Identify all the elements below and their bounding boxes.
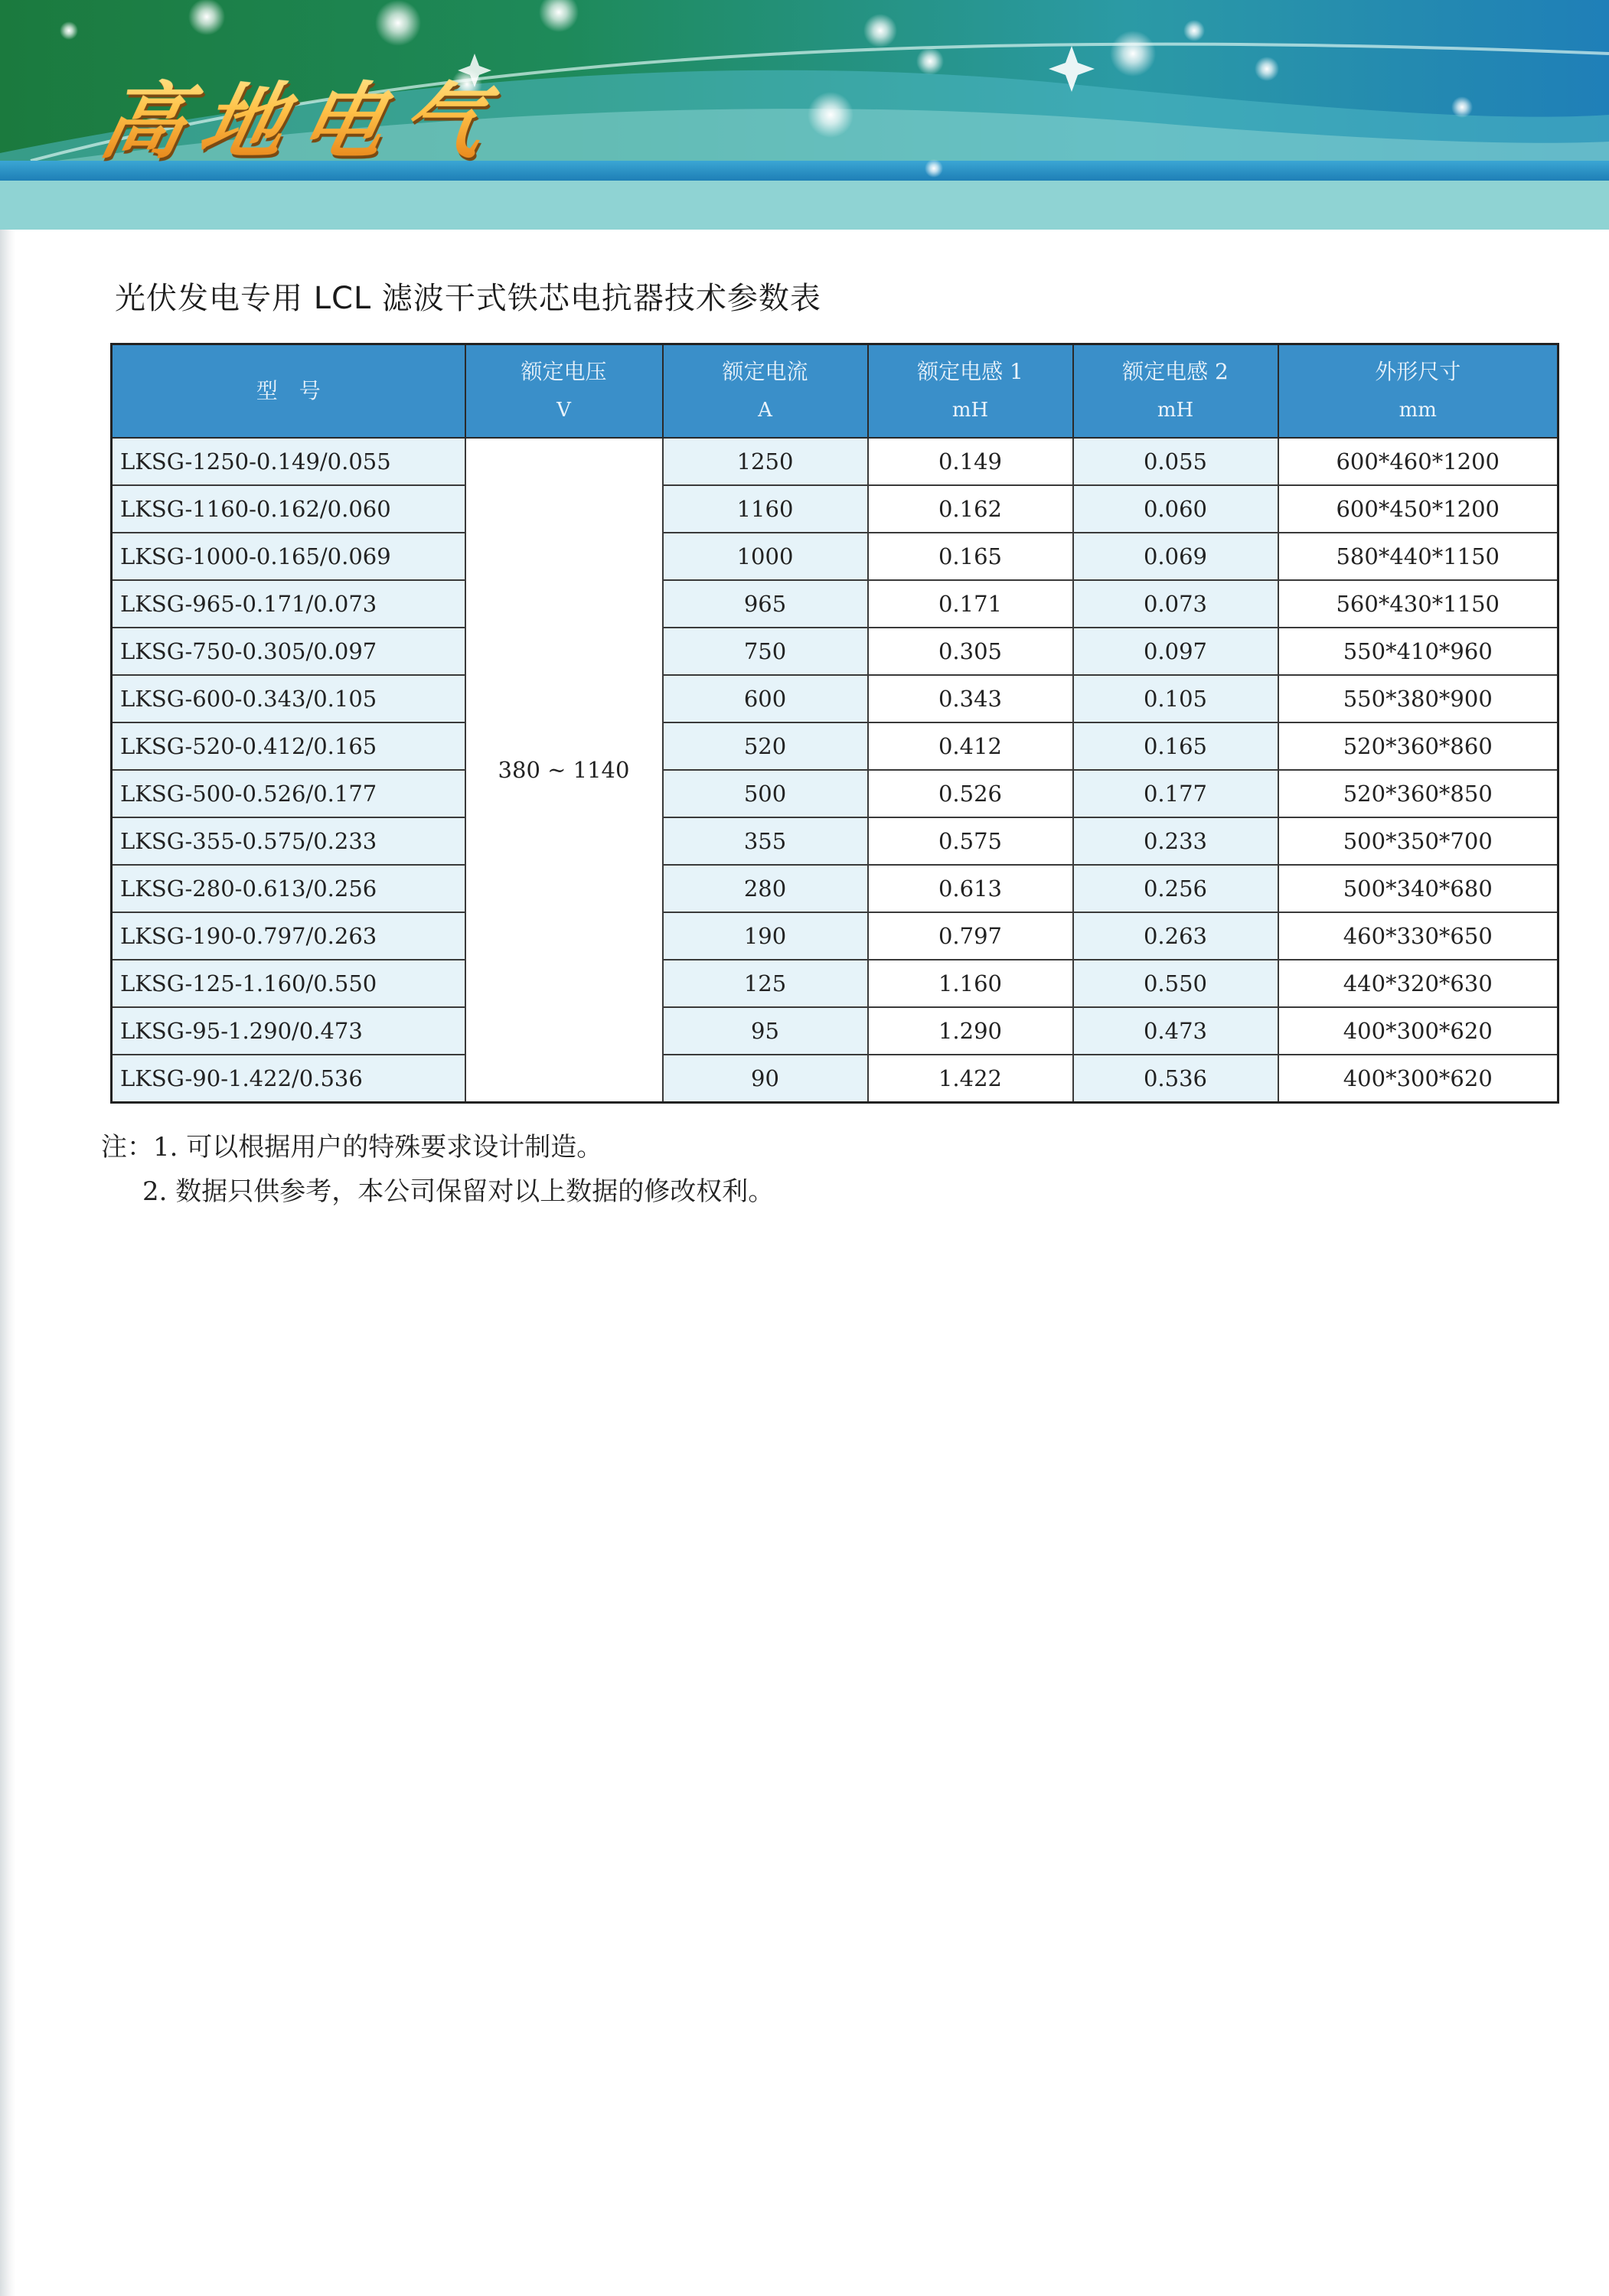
current-cell: 280 <box>663 865 868 912</box>
header-current-unit: A <box>758 399 772 422</box>
model-cell: LKSG-95-1.290/0.473 <box>112 1007 465 1055</box>
inductance-1-cell: 0.171 <box>868 580 1073 628</box>
note-2: 2. 数据只供参考，本公司保留对以上数据的修改权利。 <box>142 1176 775 1207</box>
notes <box>101 1125 774 1214</box>
model-cell: LKSG-125-1.160/0.550 <box>112 960 465 1007</box>
page-edge <box>0 0 15 2296</box>
current-cell: 500 <box>663 770 868 817</box>
current-cell: 125 <box>663 960 868 1007</box>
inductance-2-cell: 0.097 <box>1073 628 1278 675</box>
dimensions-cell: 440*320*630 <box>1278 960 1558 1007</box>
model-cell: LKSG-280-0.613/0.256 <box>112 865 465 912</box>
document-title: 光伏发电专用 LCL 滤波干式铁芯电抗器技术参数表 <box>115 281 821 316</box>
model-cell: LKSG-1160-0.162/0.060 <box>112 485 465 533</box>
inductance-2-cell: 0.233 <box>1073 817 1278 865</box>
inductance-1-cell: 0.797 <box>868 912 1073 960</box>
table-row <box>112 580 1558 628</box>
inductance-2-cell: 0.536 <box>1073 1055 1278 1103</box>
header-inductance-1-label: 额定电感 1 <box>917 359 1023 384</box>
inductance-1-cell: 0.162 <box>868 485 1073 533</box>
dimensions-cell: 600*460*1200 <box>1278 438 1558 485</box>
current-cell: 1160 <box>663 485 868 533</box>
inductance-2-cell: 0.263 <box>1073 912 1278 960</box>
dimensions-cell: 460*330*650 <box>1278 912 1558 960</box>
header-voltage-label: 额定电压 <box>521 359 607 384</box>
model-cell: LKSG-600-0.343/0.105 <box>112 675 465 722</box>
header-inductance-1-unit: mH <box>951 399 989 422</box>
dimensions-cell: 600*450*1200 <box>1278 485 1558 533</box>
inductance-2-cell: 0.473 <box>1073 1007 1278 1055</box>
model-cell: LKSG-190-0.797/0.263 <box>112 912 465 960</box>
table-row <box>112 912 1558 960</box>
table-row <box>112 817 1558 865</box>
inductance-1-cell: 1.160 <box>868 960 1073 1007</box>
voltage-cell: 380 ~ 1140 <box>465 438 663 1103</box>
current-cell: 95 <box>663 1007 868 1055</box>
table-row <box>112 438 1558 485</box>
header-dimensions-label: 外形尺寸 <box>1375 359 1461 384</box>
inductance-2-cell: 0.069 <box>1073 533 1278 580</box>
model-cell: LKSG-90-1.422/0.536 <box>112 1055 465 1103</box>
table-row <box>112 675 1558 722</box>
table-row <box>112 865 1558 912</box>
current-cell: 965 <box>663 580 868 628</box>
inductance-1-cell: 0.526 <box>868 770 1073 817</box>
inductance-1-cell: 0.412 <box>868 722 1073 770</box>
inductance-2-cell: 0.105 <box>1073 675 1278 722</box>
table-row <box>112 960 1558 1007</box>
table-row <box>112 722 1558 770</box>
inductance-2-cell: 0.073 <box>1073 580 1278 628</box>
table-row <box>112 533 1558 580</box>
inductance-2-cell: 0.177 <box>1073 770 1278 817</box>
dimensions-cell: 560*430*1150 <box>1278 580 1558 628</box>
dimensions-cell: 400*300*620 <box>1278 1007 1558 1055</box>
current-cell: 520 <box>663 722 868 770</box>
inductance-1-cell: 1.422 <box>868 1055 1073 1103</box>
model-cell: LKSG-520-0.412/0.165 <box>112 722 465 770</box>
dimensions-cell: 580*440*1150 <box>1278 533 1558 580</box>
model-cell: LKSG-965-0.171/0.073 <box>112 580 465 628</box>
header-dimensions-unit: mm <box>1398 399 1437 422</box>
header-inductance-2-unit: mH <box>1157 399 1194 422</box>
model-cell: LKSG-1000-0.165/0.069 <box>112 533 465 580</box>
header-voltage <box>465 344 663 439</box>
header-voltage-unit: V <box>556 399 571 422</box>
dimensions-cell: 520*360*860 <box>1278 722 1558 770</box>
dimensions-cell: 400*300*620 <box>1278 1055 1558 1103</box>
current-cell: 1250 <box>663 438 868 485</box>
model-cell: LKSG-750-0.305/0.097 <box>112 628 465 675</box>
header-model <box>112 344 465 439</box>
dimensions-cell: 500*340*680 <box>1278 865 1558 912</box>
table-row <box>112 770 1558 817</box>
model-cell: LKSG-1250-0.149/0.055 <box>112 438 465 485</box>
header-inductance-1 <box>868 344 1073 439</box>
inductance-1-cell: 0.343 <box>868 675 1073 722</box>
table-header-row <box>112 344 1558 439</box>
inductance-1-cell: 0.165 <box>868 533 1073 580</box>
header-inductance-2 <box>1073 344 1278 439</box>
current-cell: 355 <box>663 817 868 865</box>
header-model-label: 型 号 <box>256 378 321 403</box>
inductance-2-cell: 0.060 <box>1073 485 1278 533</box>
table-row <box>112 1055 1558 1103</box>
spec-table <box>110 343 1559 1104</box>
current-cell: 190 <box>663 912 868 960</box>
note-1: 注：1. 可以根据用户的特殊要求设计制造。 <box>101 1132 603 1163</box>
inductance-2-cell: 0.055 <box>1073 438 1278 485</box>
header-inductance-2-label: 额定电感 2 <box>1122 359 1229 384</box>
inductance-1-cell: 1.290 <box>868 1007 1073 1055</box>
table-row <box>112 485 1558 533</box>
header-current <box>663 344 868 439</box>
inductance-2-cell: 0.550 <box>1073 960 1278 1007</box>
table-row <box>112 628 1558 675</box>
inductance-1-cell: 0.613 <box>868 865 1073 912</box>
current-cell: 750 <box>663 628 868 675</box>
dimensions-cell: 500*350*700 <box>1278 817 1558 865</box>
inductance-1-cell: 0.575 <box>868 817 1073 865</box>
dimensions-cell: 550*380*900 <box>1278 675 1558 722</box>
header-dimensions <box>1278 344 1558 439</box>
current-cell: 600 <box>663 675 868 722</box>
dimensions-cell: 520*360*850 <box>1278 770 1558 817</box>
table-row <box>112 1007 1558 1055</box>
current-cell: 90 <box>663 1055 868 1103</box>
inductance-2-cell: 0.256 <box>1073 865 1278 912</box>
brand-logo: 高地电气 <box>92 55 515 174</box>
current-cell: 1000 <box>663 533 868 580</box>
model-cell: LKSG-355-0.575/0.233 <box>112 817 465 865</box>
header-banner <box>0 0 1609 230</box>
inductance-2-cell: 0.165 <box>1073 722 1278 770</box>
inductance-1-cell: 0.149 <box>868 438 1073 485</box>
header-current-label: 额定电流 <box>722 359 808 384</box>
dimensions-cell: 550*410*960 <box>1278 628 1558 675</box>
model-cell: LKSG-500-0.526/0.177 <box>112 770 465 817</box>
inductance-1-cell: 0.305 <box>868 628 1073 675</box>
